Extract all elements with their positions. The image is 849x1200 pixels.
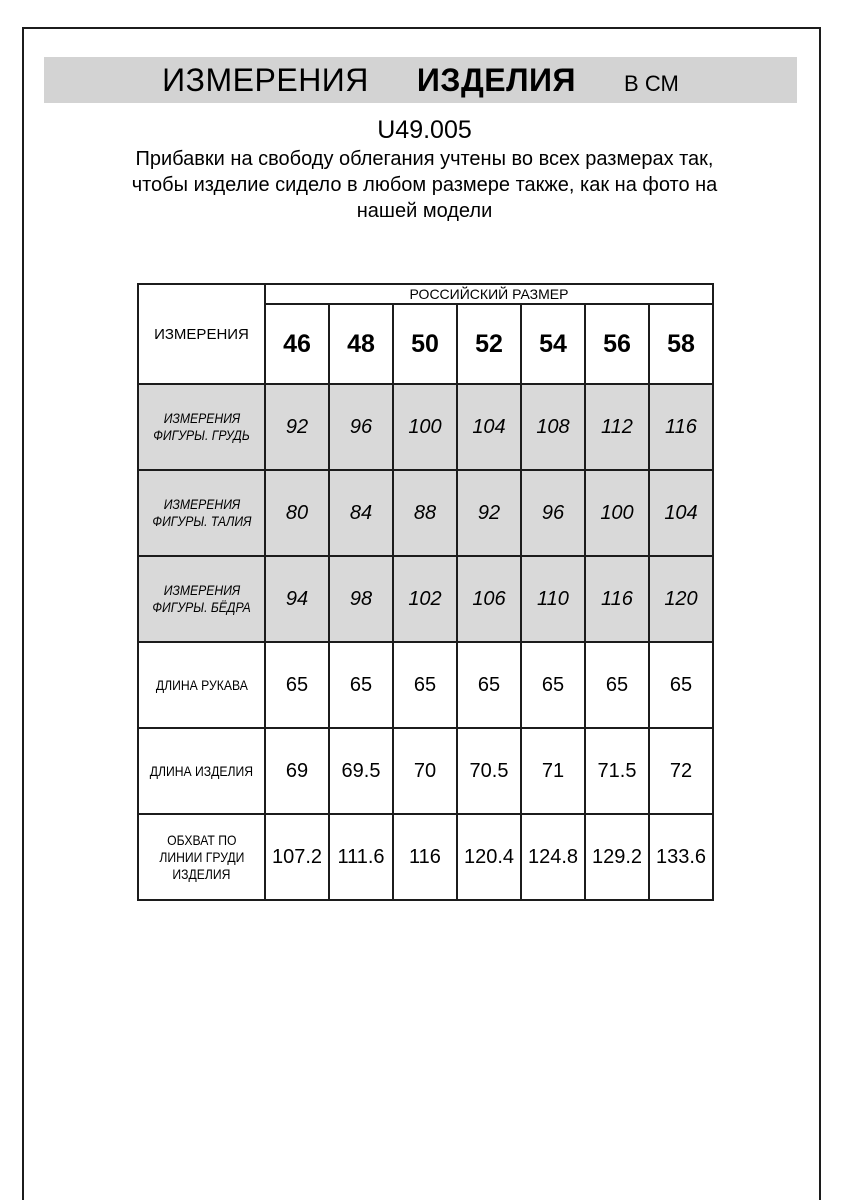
value-cell: 120 [649,556,713,642]
value-cell: 104 [649,470,713,556]
row-label [138,814,265,900]
value-cell: 100 [393,384,457,470]
value-cell: 107.2 [265,814,329,900]
value-cell: 98 [329,556,393,642]
title-measurements: ИЗМЕРЕНИЯ [162,61,369,98]
value-cell: 65 [585,642,649,728]
row-label-line: ФИГУРЫ. ТАЛИЯ [151,513,252,529]
value-cell: 88 [393,470,457,556]
row-label [138,384,265,470]
value-cell: 65 [393,642,457,728]
value-cell: 111.6 [329,814,393,900]
size-table [137,283,714,901]
size-column-header: 56 [585,304,649,384]
table-row [138,814,713,900]
model-number: U49.005 [377,116,472,144]
intro-block [0,116,849,224]
value-cell: 133.6 [649,814,713,900]
size-column-header: 58 [649,304,713,384]
value-cell: 69.5 [329,728,393,814]
value-cell: 92 [457,470,521,556]
value-cell: 84 [329,470,393,556]
value-cell: 112 [585,384,649,470]
value-cell: 80 [265,470,329,556]
value-cell: 70.5 [457,728,521,814]
row-label [138,642,265,728]
row-label-line: ИЗМЕРЕНИЯ [163,496,240,512]
table-row [138,384,713,470]
value-cell: 72 [649,728,713,814]
value-cell: 92 [265,384,329,470]
value-cell: 65 [457,642,521,728]
row-label-line: ОБХВАТ ПО [166,831,237,848]
row-label-line: ФИГУРЫ. ГРУДЬ [153,427,250,443]
value-cell: 71 [521,728,585,814]
value-cell: 104 [457,384,521,470]
value-cell: 65 [649,642,713,728]
size-column-header: 48 [329,304,393,384]
size-column-header: 46 [265,304,329,384]
row-label-line: ДЛИНА РУКАВА [155,676,248,693]
value-cell: 129.2 [585,814,649,900]
value-cell: 65 [329,642,393,728]
value-cell: 110 [521,556,585,642]
value-cell: 116 [649,384,713,470]
value-cell: 70 [393,728,457,814]
value-cell: 71.5 [585,728,649,814]
russian-size-header: РОССИЙСКИЙ РАЗМЕР [265,284,713,304]
intro-line-3: нашей модели [356,200,493,222]
table-row [138,470,713,556]
table-row [138,556,713,642]
row-label-line: ИЗМЕРЕНИЯ [163,582,240,598]
size-column-header: 54 [521,304,585,384]
row-label [138,556,265,642]
value-cell: 120.4 [457,814,521,900]
value-cell: 116 [585,556,649,642]
value-cell: 65 [521,642,585,728]
table-body [138,284,713,900]
title-bar [44,57,797,103]
value-cell: 116 [393,814,457,900]
row-label-line: ИЗДЕЛИЯ [172,865,231,882]
table-row [138,728,713,814]
intro-line-1: Прибавки на свободу облегания учтены во всех размерах так, [135,148,714,170]
corner-label: ИЗМЕРЕНИЯ [138,284,265,384]
row-label-line: ФИГУРЫ. БЁДРА [152,599,251,615]
value-cell: 100 [585,470,649,556]
intro-line-2: чтобы изделие сидело в любом размере также, как на фото на [131,174,718,196]
row-label-line: ДЛИНА ИЗДЕЛИЯ [149,762,254,779]
row-label [138,728,265,814]
size-column-header: 50 [393,304,457,384]
value-cell: 102 [393,556,457,642]
value-cell: 96 [329,384,393,470]
value-cell: 124.8 [521,814,585,900]
table-row [138,642,713,728]
value-cell: 108 [521,384,585,470]
row-label-line: ИЗМЕРЕНИЯ [163,410,240,426]
value-cell: 96 [521,470,585,556]
value-cell: 106 [457,556,521,642]
row-label [138,470,265,556]
size-column-header: 52 [457,304,521,384]
title-unit-cm: В СМ [624,70,679,96]
table-header-row [138,284,713,304]
value-cell: 65 [265,642,329,728]
value-cell: 69 [265,728,329,814]
row-label-line: ЛИНИИ ГРУДИ [158,848,245,865]
value-cell: 94 [265,556,329,642]
title-product: ИЗДЕЛИЯ [416,61,577,98]
